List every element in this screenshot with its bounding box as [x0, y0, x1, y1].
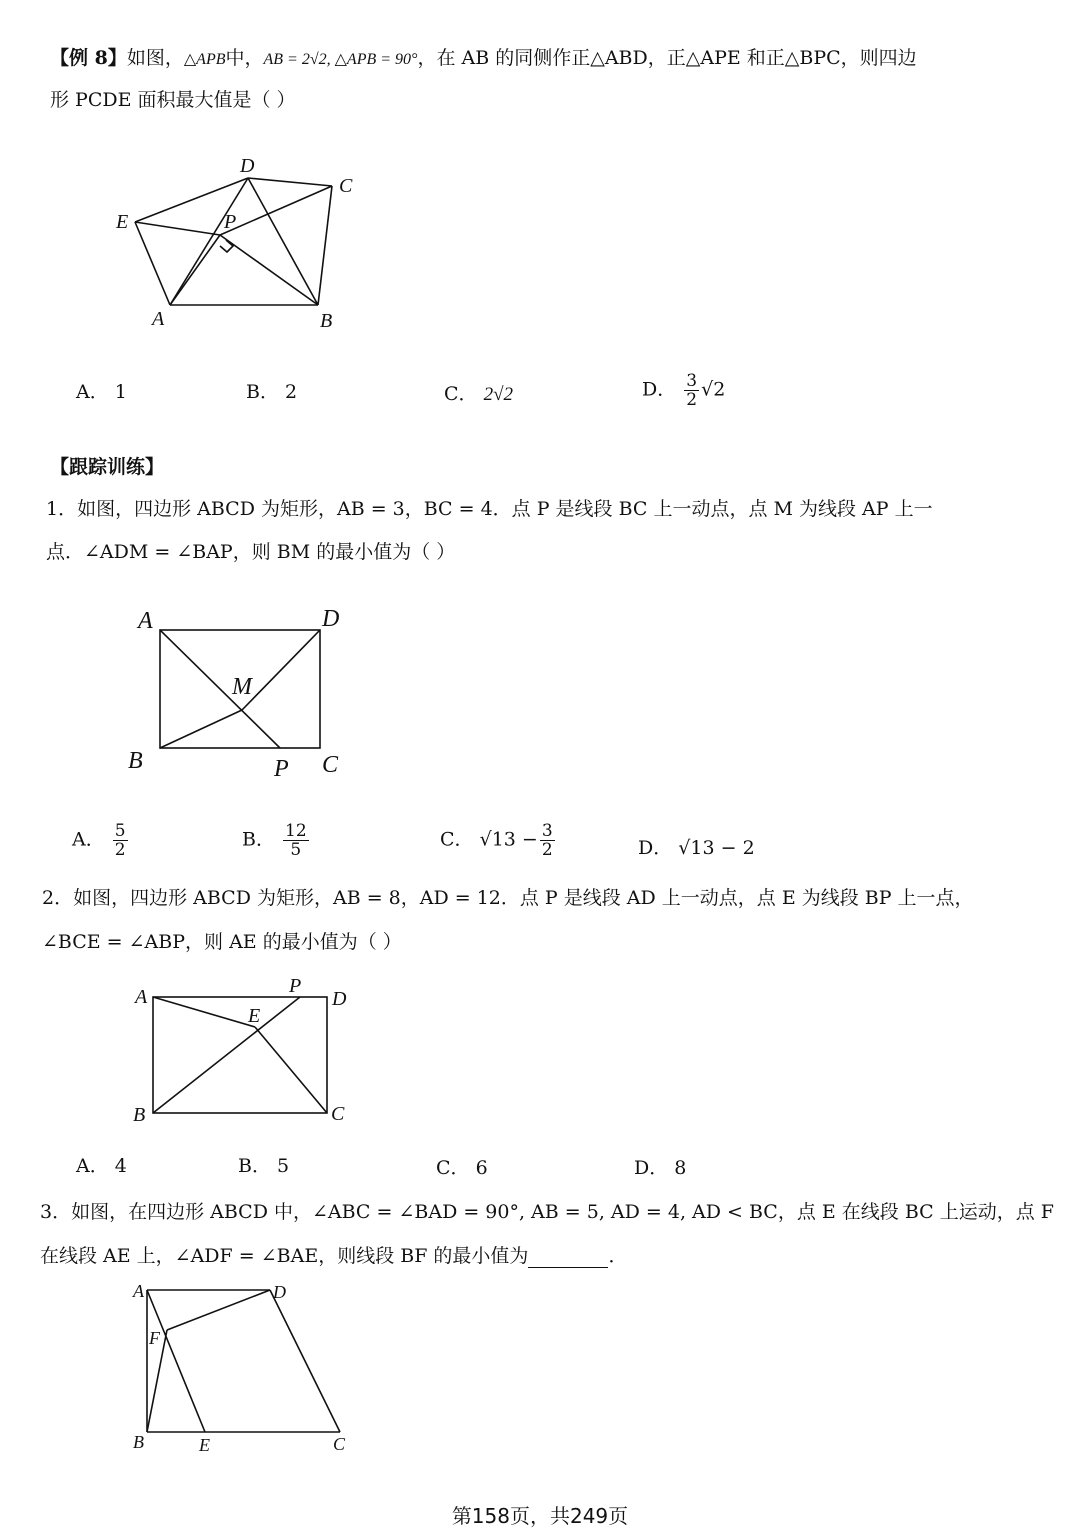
q2-option-b: B． 5 [238, 1155, 290, 1177]
label-p: P [274, 756, 289, 782]
example8-diagram [100, 150, 380, 340]
label-p: P [289, 975, 302, 997]
q2-diagram [125, 975, 365, 1135]
q3-figure [125, 1280, 365, 1464]
q2-line1: 2．如图，四边形 ABCD 为矩形，AB = 8，AD = 12．点 P 是线段 AD 上一动点，点 E 为线段 BP 上一点， [42, 887, 974, 909]
practice-heading: 【跟踪训练】 [50, 456, 165, 478]
q2-option-d: D． 8 [634, 1157, 687, 1179]
label-e: E [116, 211, 129, 233]
triangle-apb: △APB [183, 51, 226, 68]
q1-option-b: B． $\frac{12}{5}$ [242, 821, 307, 860]
label-d: D [322, 606, 340, 632]
q1-option-c: C． √13 − $\frac{3}{2}$ [440, 821, 553, 860]
example8-option-b: B． 2 [246, 381, 298, 403]
example8-line2: 形 PCDE 面积最大值是（ ） [50, 89, 296, 111]
q3-line1: 3．如图，在四边形 ABCD 中，∠ABC = ∠BAD = 90°, AB = 5, AD = 4, AD < BC，点 E 在线段 BC 上运动，点 F [40, 1201, 1054, 1223]
label-a: A [152, 308, 165, 330]
label-p: P [224, 211, 237, 233]
label-b: B [320, 310, 333, 332]
label-c: C [339, 175, 353, 197]
label-c: C [322, 752, 339, 778]
condition: AB = 2√2, △APB = 90° [263, 51, 418, 68]
label-d: D [240, 155, 255, 177]
label-a: A [135, 986, 148, 1008]
q2-option-c: C． 6 [436, 1157, 488, 1179]
label-b: B [133, 1104, 146, 1126]
q2-line2: ∠BCE = ∠ABP，则 AE 的最小值为（ ） [42, 931, 402, 953]
q1-line2: 点．∠ADM = ∠BAP，则 BM 的最小值为（ ） [46, 541, 456, 563]
page-footer: 第158页，共249页 [451, 1504, 629, 1528]
q3-line2: 在线段 AE 上，∠ADF = ∠BAE，则线段 BF 的最小值为 ． [40, 1245, 628, 1267]
q2-option-a: A． 4 [76, 1155, 127, 1177]
label-b: B [128, 748, 143, 774]
q1-figure [120, 600, 360, 794]
label-e: E [248, 1005, 261, 1027]
label-c: C [333, 1434, 346, 1454]
label-a: A [133, 1281, 144, 1301]
label-e: E [199, 1435, 210, 1455]
label-d: D [332, 988, 347, 1010]
label-c: C [331, 1103, 345, 1125]
q1-line1: 1．如图，四边形 ABCD 为矩形，AB = 3，BC = 4．点 P 是线段 BC 上一动点，点 M 为线段 AP 上一 [46, 498, 933, 520]
example8-option-c: C． 2√2 [444, 383, 514, 405]
q3-diagram [125, 1280, 365, 1460]
q1-option-a: A． $\frac{5}{2}$ [72, 821, 126, 860]
q2-figure [125, 975, 365, 1139]
example8-figure [100, 150, 380, 344]
label-f: F [149, 1328, 160, 1348]
label-a: A [138, 608, 153, 634]
label-b: B [133, 1432, 144, 1452]
q1-option-d: D． √13 − 2 [638, 837, 755, 859]
q1-diagram [120, 600, 360, 790]
answer-blank [528, 1249, 608, 1268]
example8-option-d: D． $\frac{3}{2}$ √2 [642, 371, 726, 410]
label-m: M [232, 674, 252, 700]
example8-line1: 【例 8】如图，△APB中，AB = 2√2, △APB = 90°，在 AB 的同侧作正△ABD，正△APE 和正△BPC，则四边 [50, 47, 917, 69]
label-d: D [273, 1282, 286, 1302]
example8-option-a: A． 1 [76, 381, 127, 403]
example-tag: 【例 8】 [50, 47, 127, 69]
